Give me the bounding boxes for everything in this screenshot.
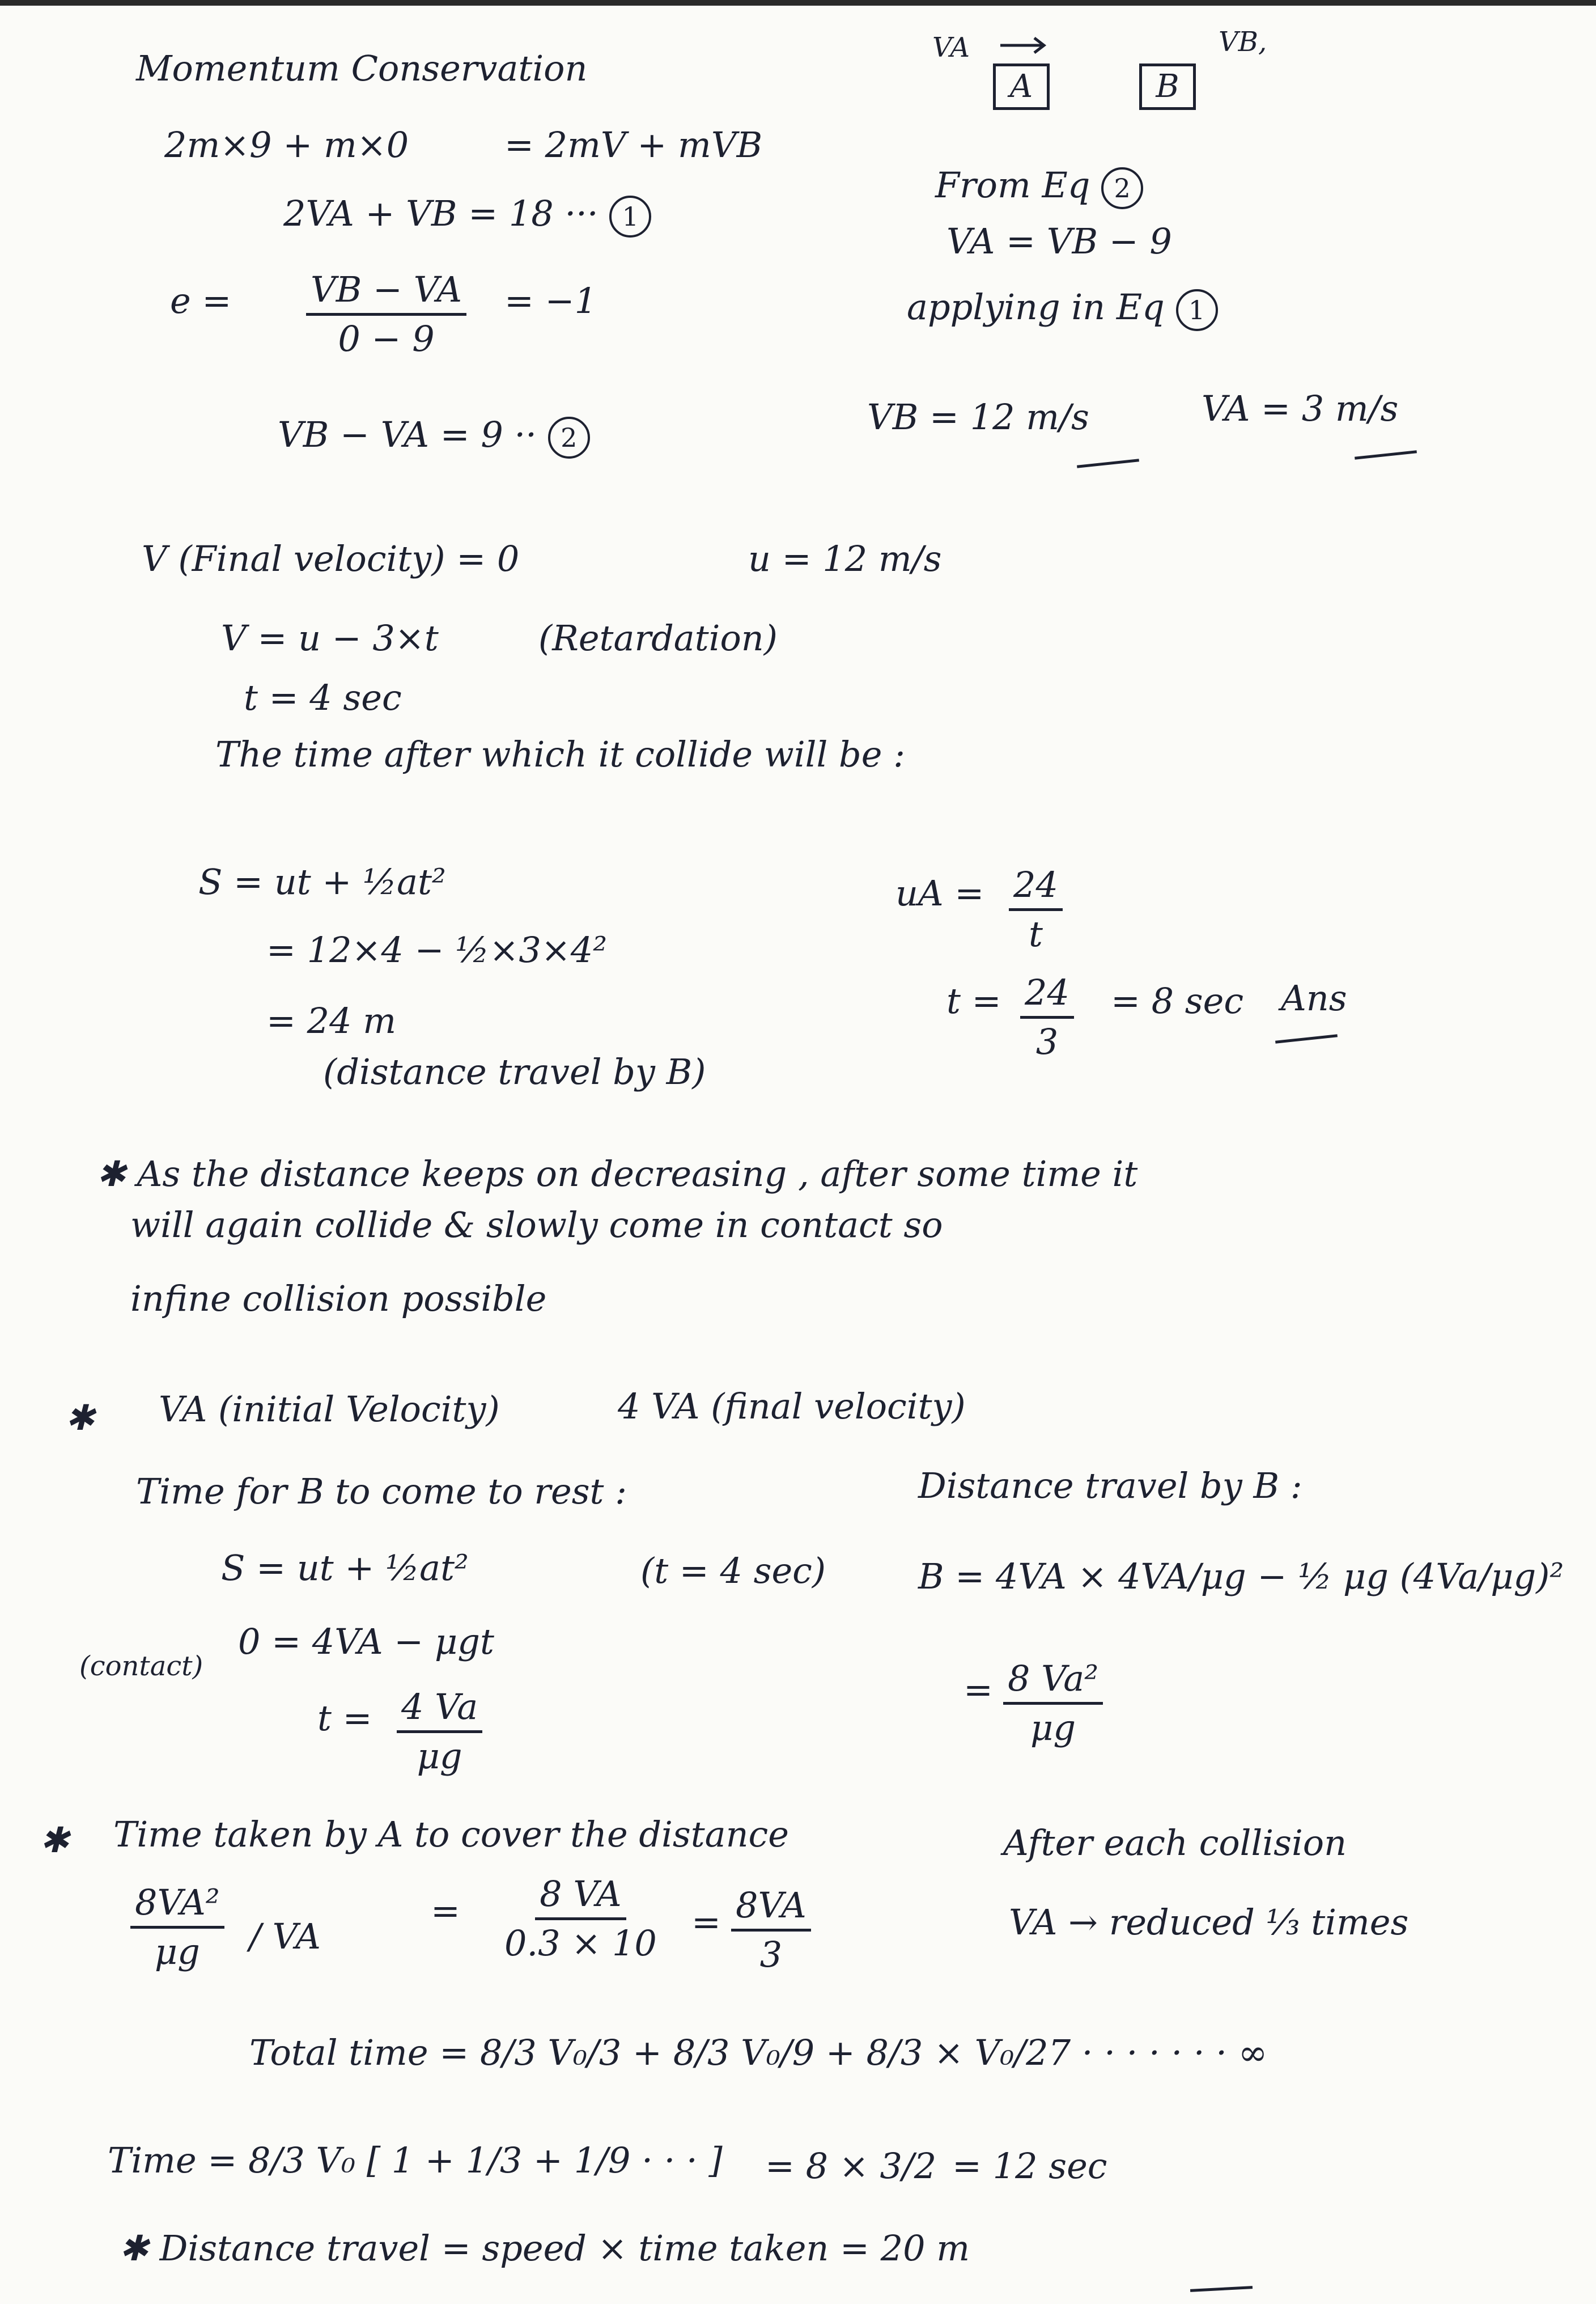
displacement-eq-3: = 24 m	[266, 1000, 397, 1041]
vb-result: VB = 12 m/s	[867, 396, 1089, 438]
t-result: = 8 sec	[1111, 980, 1244, 1022]
ua-denominator: t	[1028, 913, 1043, 955]
ua-fraction	[1009, 864, 1063, 955]
lhs-divisor: / VA	[249, 1916, 321, 1957]
applying-tag: 1	[1176, 289, 1218, 331]
equation-1: 2VA + VB = 18 ··· 1	[283, 196, 651, 238]
b-result-fraction	[1003, 1658, 1103, 1748]
vb-underline	[1077, 459, 1139, 468]
mid-denominator: 0.3 × 10	[504, 1922, 657, 1964]
rhs-denominator: 3	[759, 1934, 783, 1975]
after-each-collision: After each collision	[1003, 1822, 1347, 1863]
restitution-label: e =	[170, 280, 232, 321]
va-initial-label: VA (initial Velocity)	[159, 1388, 500, 1430]
from-eq-label: From Eq 2	[935, 167, 1143, 209]
restitution-fraction	[306, 269, 466, 359]
displacement-eq-1: S = ut + ½at²	[198, 861, 446, 903]
from-eq-tag: 2	[1101, 167, 1143, 209]
displacement-eq-2: = 12×4 − ½×3×4²	[266, 929, 608, 971]
restitution-rhs: = −1	[504, 280, 597, 321]
momentum-eq-lhs: 2m×9 + m×0	[164, 124, 409, 166]
va-result: VA = 3 m/s	[1202, 388, 1399, 429]
total-time-series: Total time = 8/3 V₀/3 + 8/3 V₀/9 + 8/3 × V₀/27 · · · · · · · ∞	[249, 2032, 1268, 2073]
time-result: = 12 sec	[952, 2145, 1107, 2187]
note-line-2: will again collide & slowly come in contact so	[130, 1204, 943, 1246]
distance-conclusion: ✱ Distance travel = speed × time taken = 20 m	[119, 2227, 970, 2269]
va-underline	[1355, 450, 1417, 459]
restitution-denominator: 0 − 9	[338, 318, 435, 359]
note-line-3: infine collision possible	[130, 1278, 547, 1319]
retardation-note: (Retardation)	[538, 617, 778, 659]
diagram-label-vb: VB,	[1219, 26, 1267, 58]
equals-sign-1: =	[431, 1890, 460, 1932]
va-expression: VA = VB − 9	[946, 221, 1172, 262]
mid-numerator: 8 VA	[535, 1877, 626, 1920]
distance-travel-b-label: Distance travel by B :	[918, 1465, 1302, 1506]
equation-tag-2: 2	[548, 417, 590, 459]
block-a: A	[993, 63, 1050, 110]
ua-label: uA =	[895, 873, 984, 914]
t-eq-numerator: 4 Va	[397, 1689, 482, 1733]
lhs-denominator: μg	[154, 1931, 200, 1972]
t-numerator: 24	[1020, 975, 1074, 1019]
page-top-edge	[0, 0, 1596, 6]
time-value: = 8 × 3/2	[765, 2145, 937, 2187]
equation-2: VB − VA = 9 ·· 2	[278, 417, 590, 459]
equation-tag-1: 1	[609, 196, 651, 238]
momentum-eq-rhs: = 2mV + mVB	[504, 124, 763, 166]
note-line-1: ✱ As the distance keeps on decreasing , after some time it	[96, 1153, 1138, 1195]
lhs-fraction	[130, 1882, 224, 1972]
answer-label: Ans	[1281, 977, 1347, 1019]
ua-numerator: 24	[1009, 867, 1063, 911]
restitution-numerator: VB − VA	[306, 272, 466, 316]
applying-label: applying in Eq 1	[907, 289, 1218, 331]
u-value: u = 12 m/s	[748, 538, 942, 579]
rhs-numerator: 8VA	[731, 1888, 811, 1932]
final-velocity-line: V (Final velocity) = 0	[142, 538, 520, 579]
t-eq-denominator: μg	[417, 1735, 462, 1777]
t-note: (t = 4 sec)	[640, 1550, 826, 1591]
section5-star-icon: ✱	[40, 1819, 69, 1861]
b-result-denominator: μg	[1030, 1707, 1076, 1748]
va-final-label: 4 VA (final velocity)	[618, 1386, 966, 1427]
velocity-equation: V = u − 3×t	[221, 617, 439, 659]
time-statement: The time after which it collide will be :	[215, 734, 905, 775]
distance-underline	[1190, 2286, 1253, 2292]
rhs-fraction	[731, 1884, 811, 1975]
lhs-numerator: 8VA²	[130, 1885, 224, 1929]
zero-equation: 0 = 4VA − μgt	[238, 1621, 494, 1662]
contact-note: (contact)	[79, 1650, 203, 1682]
reduced-note: VA → reduced ⅓ times	[1009, 1901, 1409, 1943]
diagram-label-va: VA	[932, 32, 970, 63]
answer-underline	[1275, 1034, 1338, 1043]
section4-star-icon: ✱	[65, 1397, 95, 1438]
equals-sign-2: =	[691, 1901, 721, 1943]
time-for-b-label: Time for B to come to rest :	[136, 1471, 627, 1512]
t-fraction	[1020, 972, 1074, 1062]
b-result-label: =	[963, 1669, 993, 1710]
t-eq-label: t =	[317, 1697, 372, 1739]
b-result-numerator: 8 Va²	[1003, 1661, 1103, 1705]
time-sum: Time = 8/3 V₀ [ 1 + 1/3 + 1/9 · · · ]	[108, 2140, 723, 2181]
block-b: B	[1139, 63, 1196, 110]
t-denominator: 3	[1035, 1021, 1059, 1062]
velocity-arrow-icon	[998, 31, 1049, 54]
t-eq-fraction	[397, 1686, 482, 1777]
t-value: t = 4 sec	[244, 677, 402, 718]
mid-fraction	[504, 1873, 657, 1964]
b-distance-equation: B = 4VA × 4VA/μg − ½ μg (4Va/μg)²	[918, 1556, 1564, 1597]
time-taken-label: Time taken by A to cover the distance	[113, 1814, 789, 1855]
distance-by-b-note: (distance travel by B)	[323, 1051, 706, 1092]
section-title-momentum: Momentum Conservation	[136, 48, 588, 89]
t-label: t =	[946, 980, 1001, 1022]
s-equation: S = ut + ½at²	[221, 1547, 469, 1589]
